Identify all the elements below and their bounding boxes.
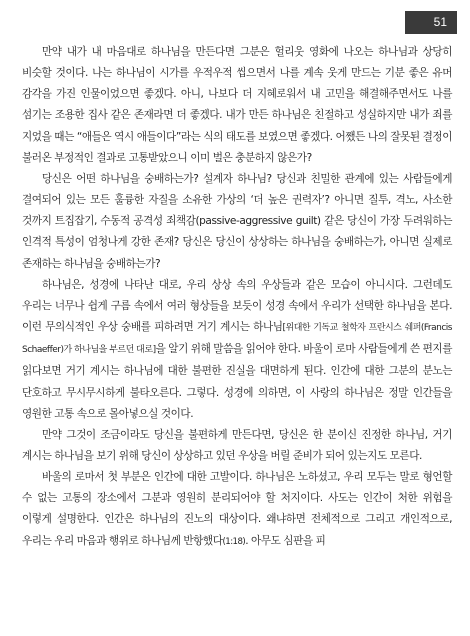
paragraph-4: 만약 그것이 조금이라도 당신을 불편하게 만든다면, 당신은 한 분이신 진정한 하나님, 거기 계시는 하나님을 보기 위해 당신이 상상하고 있던 우상을 버릴 준비가 되어 있는지도 모른다. bbox=[22, 428, 452, 462]
page-body bbox=[22, 42, 452, 553]
paragraph-3-text-before: 하나님은, 성경에 나타난 대로, 우리 상상 속의 우상들과 같은 모습이 아니시다. 그런데도 우리는 너무나 쉽게 구름 속에서 여러 형상들을 보듯이 성경 속에서 우리가 선택한 하나님을 본다. 이런 무의식적인 우상 숭배를 피하려면 거기 계시는 하나님 bbox=[22, 278, 452, 334]
paragraph-2: 당신은 어떤 하나님을 숭배하는가? 설계자 하나님? 당신과 친밀한 관계에 있는 사람들에게 결여되어 있는 모든 훌륭한 자질을 소유한 가상의 ‘더 높은 권력자’? 아니면 질투, 격노, 사소한 것까지 트집잡기, 수동적 공격성 죄책감(passive-aggressive guilt) 같은 당신이 가장 두려워하는 인격적 특성이 엄청나게 강한 존재? 당신은 당신이 상상하는 하나님을 숭배하는가, 아니면 실제로 존재하는 하나님을 숭배하는가? bbox=[22, 172, 452, 270]
paragraph-5-reference: (1:18) bbox=[222, 536, 246, 547]
page-number-badge bbox=[405, 11, 457, 34]
paragraph-5 bbox=[22, 467, 452, 553]
paragraph-5-text-before: 바울의 로마서 첫 부분은 인간에 대한 고발이다. 하나님은 노하셨고, 우리 모두는 말로 형언할 수 없는 고통의 장소에서 그분과 영원히 분리되어야 할 처지이다. 사도는 인간이 처한 위험을 이렇게 설명한다. 인간은 하나님의 진노의 대상이다. 왜냐하면 전체적으로 그리고 개인적으로, 우리는 우리 마음과 행위로 하나님께 반항했다 bbox=[22, 471, 452, 547]
paragraph-3 bbox=[22, 275, 452, 425]
paragraph-5-text-after: . 아무도 심판을 피 bbox=[245, 534, 326, 547]
paragraph-1: 만약 내가 내 마음대로 하나님을 만든다면 그분은 헐리웃 영화에 나오는 하나님과 상당히 비슷할 것이다. 나는 하나님이 시가를 우적우적 씹으면서 나를 계속 웃게 만드는 기분 좋은 유머 감각을 가진 인물이었으면 좋겠다. 아니, 나보다 더 지혜로워서 내 고민을 해결해주면서도 나를 섬기는 조용한 집사 같은 존재라면 더 좋겠다. 내가 만든 하나님은 친절하고 성실하지만 내가 죄를 지었을 때는 “애들은 역시 애들이다”라는 식의 태도를 보였으면 좋겠다. 어쨌든 나의 잘못된 결정이 불러온 부정적인 결과로 고통받았으니 이미 벌은 충분하지 않은가? bbox=[22, 46, 452, 164]
paragraph-3-aside: [위대한 기독교 철학자 프란시스 쉐퍼(Francis Schaeffer)가 하나님을 부르던 대로] bbox=[22, 323, 452, 356]
paragraph-3-text-after: 을 알기 위해 말씀을 읽어야 한다. 바울이 로마 사람들에게 쓴 편지를 읽다보면 거기 계시는 하나님에 대한 불편한 진실을 대면하게 된다. 인간에 대한 그분의 분노는 단호하고 무시무시하게 불타오른다. 그렇다. 성경에 의하면, 이 사랑의 하나님은 정말 인간들을 영원한 고통 속으로 몰아넣으실 것이다. bbox=[22, 343, 452, 420]
page-number: 51 bbox=[433, 15, 447, 29]
